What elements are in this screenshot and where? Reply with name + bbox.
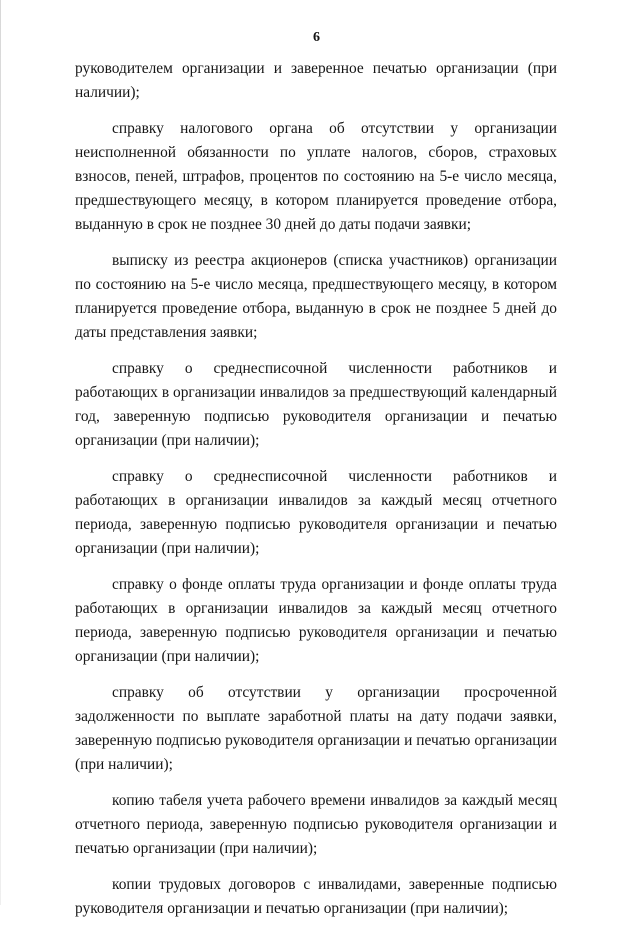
paragraph-shareholder-extract: выписку из реестра акционеров (списка участников) организации по состоянию на 5-е число месяца, предшествующего месяцу, в котором планируется проведение отбора, выданную в срок не позднее 5 дней до даты представления заявки; xyxy=(75,252,557,341)
page-left-edge xyxy=(0,0,1,905)
paragraph-headcount-year: справку о среднесписочной численности работников и работающих в организации инвалидов за предшествующий календарный год, заверенную подписью руководителя организации и печатью организации (при наличии); xyxy=(75,360,557,449)
paragraph-wage-arrears: справку об отсутствии у организации просроченной задолженности по выплате заработной платы на дату подачи заявки, заверенную подписью руководителя организации и печатью организации (при наличии); xyxy=(75,684,557,773)
document-body xyxy=(75,57,557,933)
paragraph-tax-certificate: справку налогового органа об отсутствии у организации неисполненной обязанности по уплате налогов, сборов, страховых взносов, пеней, штрафов, процентов по состоянию на 5-е число месяца, предшествующего месяцу, в котором планируется проведение отбора, выданную в срок не позднее 30 дней до даты подачи заявки; xyxy=(75,120,557,233)
page-number: 6 xyxy=(313,30,320,45)
paragraph-continuation: руководителем организации и заверенное печатью организации (при наличии); xyxy=(75,60,557,101)
paragraph-employment-contracts: копии трудовых договоров с инвалидами, заверенные подписью руководителя организации и печатью организации (при наличии); xyxy=(75,876,557,917)
paragraph-payroll-fund: справку о фонде оплаты труда организации и фонде оплаты труда работающих в организации инвалидов за каждый месяц отчетного периода, заверенную подписью руководителя организации и печатью организации (при наличии); xyxy=(75,576,557,665)
paragraph-timesheet-copy: копию табеля учета рабочего времени инвалидов за каждый месяц отчетного периода, заверенную подписью руководителя организации и печатью организации (при наличии); xyxy=(75,792,557,857)
paragraph-headcount-month: справку о среднесписочной численности работников и работающих в организации инвалидов за каждый месяц отчетного периода, заверенную подписью руководителя организации и печатью организации (при наличии); xyxy=(75,468,557,557)
